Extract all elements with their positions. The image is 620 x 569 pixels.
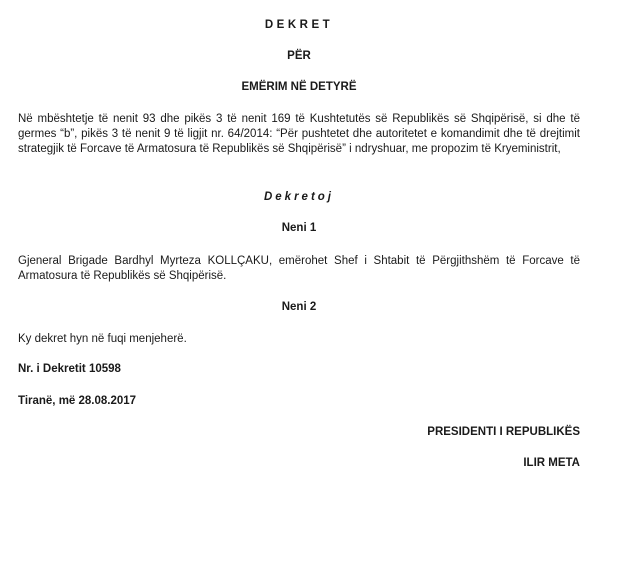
article-2-text: Ky dekret hyn në fuqi menjeherë. — [18, 333, 187, 345]
signatory-title: PRESIDENTI I REPUBLIKËS — [427, 426, 580, 438]
article-1-heading: Neni 1 — [281, 222, 317, 234]
decree-word: Dekretoj — [263, 191, 335, 203]
document-subject: EMËRIM NË DETYRË — [241, 81, 357, 93]
place-date: Tiranë, më 28.08.2017 — [18, 395, 137, 407]
preamble-paragraph: Në mbështetje të nenit 93 dhe pikës 3 të nenit 169 të Kushtetutës së Republikës së Shqipërisë, si dhe të germes “b”, pikës 3 të nenit 9 të ligjit nr. 64/2014: “Për pushtetet dhe autoritetet e komandimit dhe të drejtimit strategjik të Forcave të Armatosura të Republikës së Shqipërisë” i ndryshuar, me propozim të Kryeministrit, — [18, 113, 580, 155]
decree-number: Nr. i Dekretit 10598 — [18, 363, 121, 375]
document-title: DEKRET — [264, 19, 334, 31]
article-2-heading: Neni 2 — [281, 301, 317, 313]
article-1-text: Gjeneral Brigade Bardhyl Myrteza KOLLÇAKU, emërohet Shef i Shtabit të Përgjithshëm të Forcave të Armatosura të Republikës së Shqipërisë. — [18, 255, 580, 282]
signatory-name: ILIR META — [523, 457, 580, 469]
document-per: PËR — [287, 50, 311, 62]
